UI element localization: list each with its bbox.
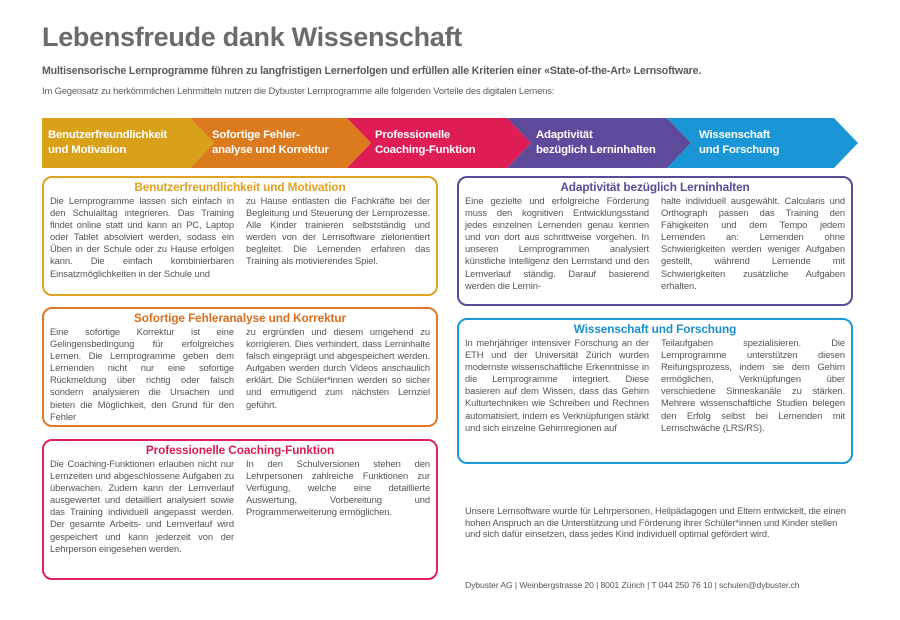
box-text-col2: In den Schulversionen stehen den Lehrpersonen zahlreiche Funktionen zur Verfügung, welche eine detaillierte Auswertung, Vorbereitung und Programmerweiterung ermöglichen. <box>246 458 430 518</box>
box-text-col2: halte individuell ausgewählt. Calcularis und Orthograph passen das Training den Fähigkeiten und dem Tempo jedem Lernenden an: Lernenden ohne Schwierigkeiten werden weniger Aufgaben gestellt, während Lernende mit Schwierigkeiten zusätzliche Aufgaben erhalten. <box>661 195 845 291</box>
box-adaptivity <box>457 176 853 306</box>
box-science <box>457 318 853 464</box>
box-text-col1: Die Coaching-Funktionen erlauben nicht nur Lernzeiten und abgeschlossene Aufgaben zu überwachen. Zudem kann der Lernverlauf ausgewertet und detailliert analysiert sowie das Training individuell angepasst werden. Der gesamte Arbeits- und Lernverlauf wird gespeichert und kann jederzeit von der Lehrperson eingesehen werden. <box>50 458 234 554</box>
box-title: Professionelle Coaching-Funktion <box>145 443 335 457</box>
box-text-col1: Eine gezielte und erfolgreiche Förderung muss den kognitiven Entwicklungsstand jedes einzelnen Lernenden genau kennen und von dort aus schrittweise vorgehen. In unseren Lernprogrammen analysiert künstliche Intelligenz den Lernstand und den Lernverlauf ständig. Darauf basierend werden die Lernin- <box>465 195 649 291</box>
box-text-col1: In mehrjähriger intensiver Forschung an der ETH und der Universität Zürich wurden modernste wissenschaftliche Erkenntnisse in die Lernprogramme integriert. Diese basieren auf dem Wissen, dass das Gehirn Kulturtechniken wie Schreiben und Rechnen automatisiert, indem es Verknüpfungen stärkt und sich einzelne Gehirnregionen auf <box>465 337 649 433</box>
box-title: Benutzerfreundlichkeit und Motivation <box>134 180 346 194</box>
footer-contact: Dybuster AG | Weinbergstrasse 20 | 8001 Zürich | T 044 250 76 10 | schulen@dybuster.ch <box>465 580 800 590</box>
page-title: Lebensfreude dank Wissenschaft <box>42 22 462 52</box>
page-subtitle: Multisensorische Lernprogramme führen zu langfristigen Lernerfolgen und erfüllen alle Kriterien einer «State-of-the-Art» Lernsoftware. <box>42 65 702 77</box>
box-coaching <box>42 439 438 580</box>
arrow-label-feedback: Sofortige Fehler- analyse und Korrektur <box>212 129 329 156</box>
box-text-col2: zu ergründen und diesem umgehend zu korrigieren. Dies verhindert, dass Lerninhalte falsch eingeprägt und abgespeichert werden. Aufgaben werden durch Videos anschaulich erklärt. Die Schüler*innen werden so sicher und ermutigend zum nächsten Lernziel geführt. <box>246 326 430 410</box>
intro-text: Im Gegensatz zu herkömmlichen Lehrmitteln nutzen die Dybuster Lernprogramme alle folgenden Vorteile des digitalen Lernens: <box>42 85 555 96</box>
process-arrow-banner <box>42 118 862 168</box>
box-title: Adaptivität bezüglich Lerninhalten <box>560 180 750 194</box>
box-usability <box>42 176 438 296</box>
box-text-col2: zu Hause entlasten die Fachkräfte bei der Begleitung und Steuerung der Lernprozesse. Alle Kinder trainieren selbstständig und werden von der Lernsoftware zielorientiert begleitet. Die Lernenden erfahren das Training als motivierendes Spiel. <box>246 195 430 267</box>
closing-paragraph: Unsere Lernsoftware wurde für Lehrpersonen, Heilpädagogen und Eltern entwickelt, die einen hohen Anspruch an die Unterstützung und Förderung ihrer Schüler*innen und Kinder stellen und sich dafür einsetzen, dass jedes Kind individuell optimal gefördert wird. <box>465 505 846 540</box>
arrow-label-usability: Benutzerfreundlichkeit und Motivation <box>48 129 168 156</box>
box-text-col1: Eine sofortige Korrektur ist eine Gelingensbedingung für erfolgreiches Lernen. Die Lernprogramme geben dem Lernenden nicht nur eine sofortige Rückmeldung über richtig oder falsch sondern analysieren die Ursachen und bieten die Möglichkeit, den Grund für den Fehler <box>50 326 234 422</box>
box-feedback <box>42 307 438 427</box>
arrow-label-coaching: Professionelle Coaching-Funktion <box>375 129 476 156</box>
box-title: Wissenschaft und Forschung <box>573 322 737 336</box>
box-text-col1: Die Lernprogramme lassen sich einfach in den Schulalltag integrieren. Das Training findet online statt und kann an PC, Laptop oder Tablet absolviert werden, sodass ein Üben in der Schule oder zu Hause erfolgen kann. Die einfach kombinierbaren Einsatzmöglichkeiten in der Schule und <box>50 195 234 279</box>
box-text-col2: Teilaufgaben spezialisieren. Die Lernprogramme unterstützen diesen Reifungsprozess, indem sie dem Gehirn ermöglichen, Verknüpfungen über verschiedene Sinneskanäle zu stärken. Mehrere wissenschaftliche Studien belegen den Erfolg selbst bei Lernenden mit Lernschwäche (LRS/RS). <box>661 337 845 433</box>
box-title: Sofortige Fehleranalyse und Korrektur <box>134 311 346 325</box>
arrow-label-adaptivity: Adaptivität bezüglich Lerninhalten <box>536 129 656 156</box>
arrow-label-science: Wissenschaft und Forschung <box>699 129 780 156</box>
